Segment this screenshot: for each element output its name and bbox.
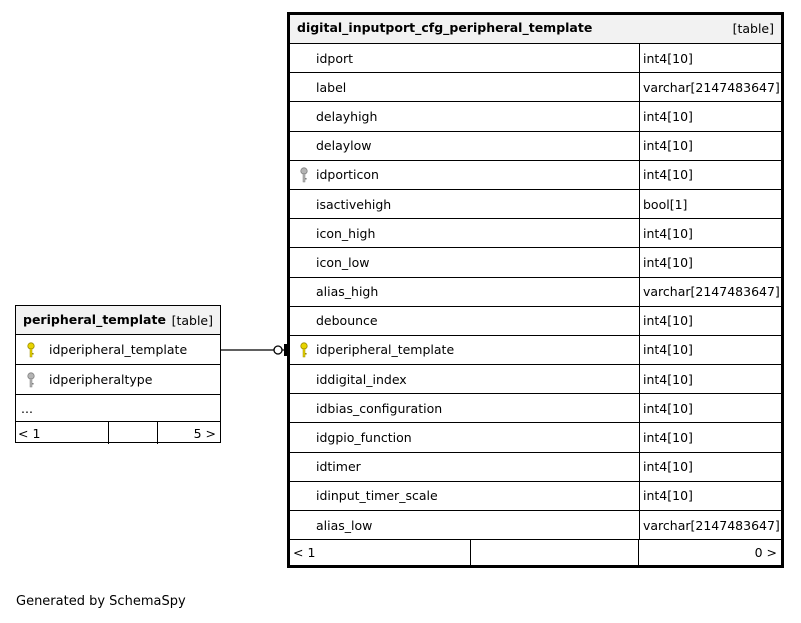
table-title: peripheral_template	[23, 312, 166, 327]
table-row	[290, 511, 781, 540]
column-type: int4[10]	[639, 365, 781, 393]
table-footer	[290, 540, 781, 565]
table-row	[290, 336, 781, 365]
column-type: int4[10]	[639, 102, 781, 130]
column-type: int4[10]	[639, 44, 781, 72]
column-type: int4[10]	[639, 394, 781, 422]
column-type: bool[1]	[639, 190, 781, 218]
table-row	[290, 423, 781, 452]
footer-parents-count: < 1	[293, 540, 471, 565]
table-header	[290, 15, 781, 44]
table-kind-label: [table]	[732, 21, 774, 36]
column-name: alias_high	[316, 284, 379, 300]
column-name: delayhigh	[316, 108, 378, 124]
column-name: icon_low	[316, 254, 370, 270]
footer-children-count: 0 >	[754, 545, 777, 561]
table-row	[290, 307, 781, 336]
primary-key-icon	[27, 335, 35, 364]
column-name: idperipheraltype	[49, 372, 153, 387]
relationship-optional-circle	[274, 346, 282, 354]
generated-by-text: Generated by SchemaSpy	[16, 594, 186, 609]
column-type: int4[10]	[639, 219, 781, 247]
column-type: int4[10]	[639, 423, 781, 451]
footer-middle-cell	[109, 422, 158, 444]
table-row	[290, 219, 781, 248]
column-name: icon_high	[316, 225, 376, 241]
footer-children-count: 5 >	[193, 425, 216, 441]
table-row	[290, 365, 781, 394]
table-row	[16, 335, 220, 365]
column-type: int4[10]	[639, 482, 781, 510]
column-type: int4[10]	[639, 132, 781, 160]
table-header	[16, 306, 220, 335]
column-type: int4[10]	[639, 248, 781, 276]
column-name: idinput_timer_scale	[316, 488, 438, 504]
foreign-key-icon	[27, 365, 35, 394]
table-row	[290, 394, 781, 423]
column-name: alias_low	[316, 517, 373, 533]
table-row	[290, 190, 781, 219]
column-name: iddigital_index	[316, 371, 407, 387]
column-type: int4[10]	[639, 336, 781, 364]
column-type: int4[10]	[639, 453, 781, 481]
table-title: digital_inputport_cfg_peripheral_template	[297, 20, 593, 35]
footer-parents-count: < 1	[18, 422, 109, 444]
ellipsis-row	[16, 395, 220, 422]
column-name: idgpio_function	[316, 430, 412, 446]
table-row	[290, 44, 781, 73]
table-row	[290, 132, 781, 161]
column-name: idperipheral_template	[49, 342, 188, 357]
column-name: delaylow	[316, 138, 372, 154]
column-type: varchar[2147483647]	[639, 511, 781, 539]
table-row	[290, 161, 781, 190]
table-row	[290, 102, 781, 131]
column-name: idporticon	[316, 167, 379, 183]
table-row	[290, 73, 781, 102]
table-row	[290, 248, 781, 277]
table-row	[16, 365, 220, 395]
table-row	[290, 278, 781, 307]
column-type: varchar[2147483647]	[639, 278, 781, 306]
footer-middle-cell	[471, 540, 639, 565]
column-name: debounce	[316, 313, 378, 329]
column-name: idperipheral_template	[316, 342, 455, 358]
column-type: int4[10]	[639, 307, 781, 335]
column-type: int4[10]	[639, 161, 781, 189]
digital-inputport-table	[287, 12, 784, 568]
column-type: varchar[2147483647]	[639, 73, 781, 101]
primary-key-icon	[300, 336, 308, 364]
column-name: idtimer	[316, 459, 361, 475]
table-kind-label: [table]	[171, 313, 213, 328]
table-row	[290, 453, 781, 482]
peripheral-template-table	[15, 305, 221, 443]
foreign-key-icon	[300, 161, 308, 189]
column-name: idport	[316, 50, 354, 66]
column-name: label	[316, 79, 347, 95]
ellipsis-text: ...	[21, 400, 33, 416]
column-name: idbias_configuration	[316, 400, 443, 416]
table-row	[290, 482, 781, 511]
column-name: isactivehigh	[316, 196, 392, 212]
table-footer	[16, 422, 220, 444]
